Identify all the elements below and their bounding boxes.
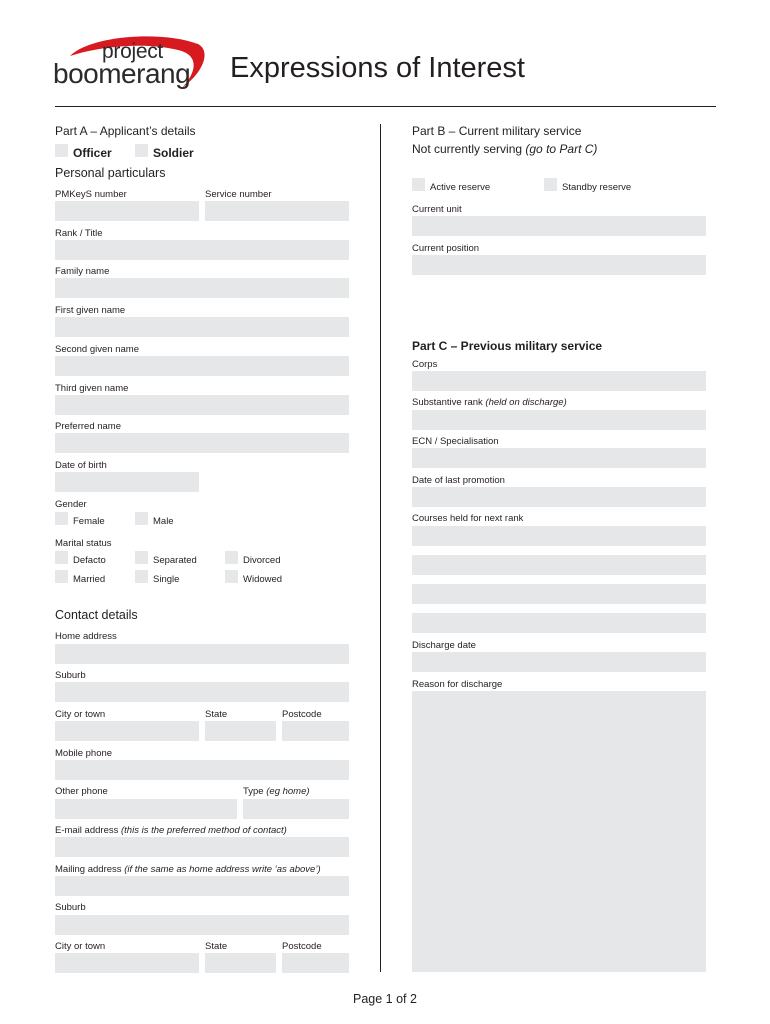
page-number: Page 1 of 2: [353, 992, 417, 1006]
separated-checkbox[interactable]: [135, 551, 148, 564]
postcode-label: Postcode: [282, 709, 322, 720]
part-a-heading: Part A – Applicant’s details: [55, 124, 196, 138]
pmkeys-input[interactable]: [55, 201, 199, 221]
logo-line-2: boomerang: [53, 58, 191, 89]
mobile-phone-input[interactable]: [55, 760, 349, 780]
single-label: Single: [153, 574, 180, 585]
current-unit-input[interactable]: [412, 216, 706, 236]
first-given-name-input[interactable]: [55, 317, 349, 337]
second-given-name-input[interactable]: [55, 356, 349, 376]
page-title: Expressions of Interest: [230, 52, 525, 84]
mailing-state-input[interactable]: [205, 953, 276, 973]
mobile-phone-label: Mobile phone: [55, 748, 113, 759]
third-given-name-label: Third given name: [55, 383, 129, 394]
standby-reserve-checkbox[interactable]: [544, 178, 557, 191]
female-label: Female: [73, 516, 105, 527]
not-serving-text: Not currently serving (go to Part C): [412, 142, 598, 156]
married-checkbox[interactable]: [55, 570, 68, 583]
second-given-name-label: Second given name: [55, 344, 139, 355]
substantive-rank-input[interactable]: [412, 410, 706, 430]
corps-input[interactable]: [412, 371, 706, 391]
mailing-postcode-label: Postcode: [282, 941, 322, 952]
last-promotion-input[interactable]: [412, 487, 706, 507]
email-label: E-mail address (this is the preferred method of contact): [55, 825, 287, 836]
female-checkbox[interactable]: [55, 512, 68, 525]
suburb-input[interactable]: [55, 682, 349, 702]
logo-line-1: project: [102, 40, 163, 63]
divorced-label: Divorced: [243, 555, 281, 566]
mailing-city-input[interactable]: [55, 953, 199, 973]
mailing-suburb-label: Suburb: [55, 902, 86, 913]
rank-label: Rank / Title: [55, 228, 103, 239]
city-label: City or town: [55, 709, 106, 720]
courses-input-4[interactable]: [412, 613, 706, 633]
gender-label: Gender: [55, 499, 87, 510]
part-c-heading: Part C – Previous military service: [412, 339, 603, 353]
active-reserve-label: Active reserve: [430, 182, 491, 193]
reason-for-discharge-label: Reason for discharge: [412, 679, 503, 690]
standby-reserve-label: Standby reserve: [562, 182, 632, 193]
courses-input-2[interactable]: [412, 555, 706, 575]
other-phone-label: Other phone: [55, 786, 108, 797]
current-position-input[interactable]: [412, 255, 706, 275]
single-checkbox[interactable]: [135, 570, 148, 583]
pmkeys-label: PMKeyS number: [55, 189, 127, 200]
home-address-input[interactable]: [55, 644, 349, 664]
email-input[interactable]: [55, 837, 349, 857]
officer-checkbox[interactable]: [55, 144, 68, 157]
defacto-label: Defacto: [73, 555, 106, 566]
state-input[interactable]: [205, 721, 276, 741]
home-address-label: Home address: [55, 631, 117, 642]
last-promotion-label: Date of last promotion: [412, 475, 505, 486]
male-checkbox[interactable]: [135, 512, 148, 525]
first-given-name-label: First given name: [55, 305, 126, 316]
widowed-label: Widowed: [243, 574, 283, 585]
part-b-heading: Part B – Current military service: [412, 124, 582, 138]
marital-status-label: Marital status: [55, 538, 112, 549]
defacto-checkbox[interactable]: [55, 551, 68, 564]
officer-label: Officer: [73, 146, 112, 160]
family-name-input[interactable]: [55, 278, 349, 298]
other-phone-input[interactable]: [55, 799, 237, 819]
reason-for-discharge-textarea[interactable]: [412, 691, 706, 972]
mailing-postcode-input[interactable]: [282, 953, 349, 973]
substantive-rank-label: Substantive rank (held on discharge): [412, 397, 567, 408]
header-divider: [55, 106, 716, 107]
courses-label: Courses held for next rank: [412, 513, 524, 524]
postcode-input[interactable]: [282, 721, 349, 741]
state-label: State: [205, 709, 228, 720]
soldier-label: Soldier: [153, 146, 194, 160]
courses-input-1[interactable]: [412, 526, 706, 546]
ecn-label: ECN / Specialisation: [412, 436, 499, 447]
separated-label: Separated: [153, 555, 197, 566]
current-position-label: Current position: [412, 243, 480, 254]
discharge-date-label: Discharge date: [412, 640, 476, 651]
widowed-checkbox[interactable]: [225, 570, 238, 583]
contact-details-heading: Contact details: [55, 608, 138, 622]
phone-type-input[interactable]: [243, 799, 349, 819]
soldier-checkbox[interactable]: [135, 144, 148, 157]
dob-label: Date of birth: [55, 460, 107, 471]
mailing-suburb-input[interactable]: [55, 915, 349, 935]
active-reserve-checkbox[interactable]: [412, 178, 425, 191]
service-number-input[interactable]: [205, 201, 349, 221]
current-unit-label: Current unit: [412, 204, 462, 215]
family-name-label: Family name: [55, 266, 110, 277]
married-label: Married: [73, 574, 106, 585]
service-number-label: Service number: [205, 189, 272, 200]
city-input[interactable]: [55, 721, 199, 741]
male-label: Male: [153, 516, 174, 527]
corps-label: Corps: [412, 359, 438, 370]
suburb-label: Suburb: [55, 670, 86, 681]
third-given-name-input[interactable]: [55, 395, 349, 415]
mailing-city-label: City or town: [55, 941, 106, 952]
preferred-name-label: Preferred name: [55, 421, 122, 432]
mailing-state-label: State: [205, 941, 228, 952]
column-divider: [380, 124, 381, 972]
divorced-checkbox[interactable]: [225, 551, 238, 564]
rank-input[interactable]: [55, 240, 349, 260]
discharge-date-input[interactable]: [412, 652, 706, 672]
phone-type-label: Type (eg home): [243, 786, 310, 797]
mailing-address-input[interactable]: [55, 876, 349, 896]
preferred-name-input[interactable]: [55, 433, 349, 453]
ecn-input[interactable]: [412, 448, 706, 468]
dob-input[interactable]: [55, 472, 199, 492]
mailing-address-label: Mailing address (if the same as home address write ‘as above’): [55, 864, 321, 875]
courses-input-3[interactable]: [412, 584, 706, 604]
personal-particulars-heading: Personal particulars: [55, 166, 166, 180]
